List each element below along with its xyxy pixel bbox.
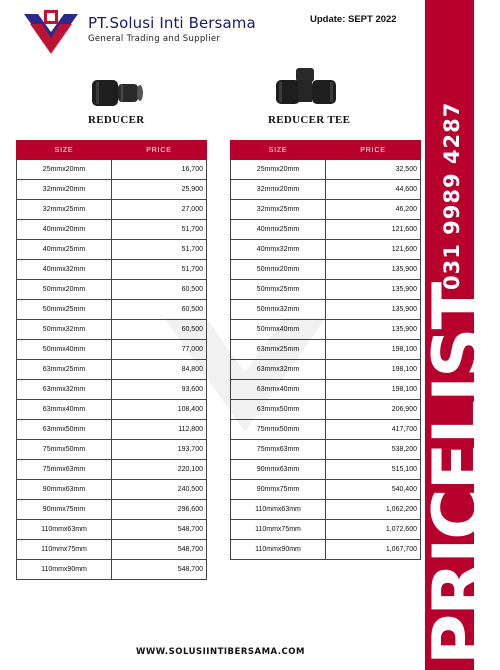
price-cell: 112,800: [112, 420, 207, 440]
table-row: [17, 360, 207, 380]
price-cell: 135,900: [326, 260, 421, 280]
size-cell: 32mmx20mm: [231, 180, 326, 200]
size-cell: 63mmx32mm: [231, 360, 326, 380]
price-cell: 84,800: [112, 360, 207, 380]
table-row: [17, 460, 207, 480]
table-row: [231, 220, 421, 240]
table-row: [231, 260, 421, 280]
column-header-price: PRICE: [326, 141, 421, 160]
table-row: [17, 400, 207, 420]
size-cell: 110mmx75mm: [17, 540, 112, 560]
price-cell: 548,700: [112, 560, 207, 580]
table-row: [17, 540, 207, 560]
price-cell: 538,200: [326, 440, 421, 460]
price-cell: 51,700: [112, 260, 207, 280]
price-cell: 548,700: [112, 520, 207, 540]
size-cell: 50mmx20mm: [231, 260, 326, 280]
side-banner: [418, 0, 500, 670]
price-cell: 27,000: [112, 200, 207, 220]
price-cell: 198,100: [326, 360, 421, 380]
table-row: [231, 460, 421, 480]
price-cell: 121,600: [326, 240, 421, 260]
size-cell: 32mmx25mm: [17, 200, 112, 220]
price-cell: 46,200: [326, 200, 421, 220]
reducer-tee-title: REDUCER TEE: [268, 114, 351, 126]
table-row: [231, 360, 421, 380]
price-cell: 1,067,700: [326, 540, 421, 560]
table-row: [231, 160, 421, 180]
table-row: [17, 560, 207, 580]
size-cell: 110mmx90mm: [17, 560, 112, 580]
size-cell: 63mmx40mm: [231, 380, 326, 400]
table-header-row: [17, 141, 207, 160]
table-row: [231, 200, 421, 220]
size-cell: 50mmx40mm: [231, 320, 326, 340]
size-cell: 110mmx75mm: [231, 520, 326, 540]
price-cell: 60,500: [112, 280, 207, 300]
company-tagline: General Trading and Supplier: [88, 34, 221, 44]
column-header-size: SIZE: [17, 141, 112, 160]
size-cell: 50mmx20mm: [17, 280, 112, 300]
price-cell: 220,100: [112, 460, 207, 480]
size-cell: 32mmx25mm: [231, 200, 326, 220]
column-header-size: SIZE: [231, 141, 326, 160]
table-row: [17, 520, 207, 540]
table-row: [231, 380, 421, 400]
size-cell: 110mmx90mm: [231, 540, 326, 560]
table-row: [231, 440, 421, 460]
company-logo: [20, 8, 82, 58]
size-cell: 75mmx63mm: [231, 440, 326, 460]
size-cell: 63mmx25mm: [17, 360, 112, 380]
pricelist-banner: PRICELIST: [418, 283, 500, 665]
table-row: [17, 280, 207, 300]
table-row: [17, 300, 207, 320]
price-cell: 1,062,200: [326, 500, 421, 520]
price-cell: 44,600: [326, 180, 421, 200]
table-row: [231, 420, 421, 440]
size-cell: 75mmx63mm: [17, 460, 112, 480]
price-cell: 121,600: [326, 220, 421, 240]
table-row: [17, 180, 207, 200]
price-cell: 198,100: [326, 340, 421, 360]
size-cell: 63mmx25mm: [231, 340, 326, 360]
table-row: [17, 160, 207, 180]
table-row: [231, 240, 421, 260]
price-cell: 135,900: [326, 300, 421, 320]
size-cell: 110mmx63mm: [231, 500, 326, 520]
table-row: [231, 320, 421, 340]
table-header-row: [231, 141, 421, 160]
size-cell: 63mmx32mm: [17, 380, 112, 400]
price-cell: 240,500: [112, 480, 207, 500]
price-cell: 25,900: [112, 180, 207, 200]
size-cell: 40mmx32mm: [231, 240, 326, 260]
price-cell: 193,700: [112, 440, 207, 460]
price-cell: 77,000: [112, 340, 207, 360]
price-cell: 1,072,600: [326, 520, 421, 540]
price-cell: 135,900: [326, 320, 421, 340]
table-row: [17, 320, 207, 340]
price-cell: 32,500: [326, 160, 421, 180]
table-row: [17, 260, 207, 280]
size-cell: 25mmx20mm: [17, 160, 112, 180]
reducer-tee-price-table: [230, 140, 421, 560]
reducer-price-table: [16, 140, 207, 580]
table-row: [231, 480, 421, 500]
price-cell: 60,500: [112, 320, 207, 340]
size-cell: 40mmx25mm: [231, 220, 326, 240]
price-cell: 60,500: [112, 300, 207, 320]
size-cell: 50mmx25mm: [231, 280, 326, 300]
price-cell: 198,100: [326, 380, 421, 400]
table-row: [231, 500, 421, 520]
table-row: [17, 380, 207, 400]
size-cell: 32mmx20mm: [17, 180, 112, 200]
price-cell: 93,600: [112, 380, 207, 400]
size-cell: 63mmx40mm: [17, 400, 112, 420]
reducer-title: REDUCER: [88, 114, 145, 126]
table-row: [17, 200, 207, 220]
size-cell: 63mmx50mm: [231, 400, 326, 420]
size-cell: 40mmx20mm: [17, 220, 112, 240]
size-cell: 90mmx75mm: [17, 500, 112, 520]
size-cell: 50mmx32mm: [231, 300, 326, 320]
table-row: [231, 400, 421, 420]
price-cell: 296,600: [112, 500, 207, 520]
table-row: [231, 280, 421, 300]
company-block: [88, 14, 256, 44]
size-cell: 110mmx63mm: [17, 520, 112, 540]
table-row: [231, 340, 421, 360]
size-cell: 90mmx75mm: [231, 480, 326, 500]
size-cell: 63mmx50mm: [17, 420, 112, 440]
price-cell: 51,700: [112, 220, 207, 240]
price-cell: 548,700: [112, 540, 207, 560]
size-cell: 40mmx32mm: [17, 260, 112, 280]
table-row: [17, 440, 207, 460]
size-cell: 40mmx25mm: [17, 240, 112, 260]
table-row: [17, 500, 207, 520]
price-cell: 108,400: [112, 400, 207, 420]
size-cell: 90mmx63mm: [17, 480, 112, 500]
size-cell: 75mmx50mm: [231, 420, 326, 440]
reducer-product-image: [88, 72, 148, 112]
table-row: [17, 340, 207, 360]
price-cell: 51,700: [112, 240, 207, 260]
size-cell: 50mmx25mm: [17, 300, 112, 320]
size-cell: 25mmx20mm: [231, 160, 326, 180]
table-row: [17, 420, 207, 440]
table-row: [17, 480, 207, 500]
table-row: [17, 240, 207, 260]
column-header-price: PRICE: [112, 141, 207, 160]
website-footer: WWW.SOLUSIINTIBERSAMA.COM: [136, 647, 305, 657]
reducer-tee-product-image: [272, 66, 342, 112]
price-cell: 540,400: [326, 480, 421, 500]
price-cell: 515,100: [326, 460, 421, 480]
table-row: [231, 300, 421, 320]
price-cell: 135,900: [326, 280, 421, 300]
table-row: [231, 180, 421, 200]
price-cell: 206,900: [326, 400, 421, 420]
size-cell: 50mmx32mm: [17, 320, 112, 340]
size-cell: 90mmx63mm: [231, 460, 326, 480]
table-row: [231, 540, 421, 560]
company-name: PT.Solusi Inti Bersama: [88, 14, 256, 32]
update-date: Update: SEPT 2022: [310, 14, 397, 25]
price-cell: 16,700: [112, 160, 207, 180]
phone-number: 031 9989 4287: [440, 101, 464, 290]
price-cell: 417,700: [326, 420, 421, 440]
table-row: [17, 220, 207, 240]
size-cell: 75mmx50mm: [17, 440, 112, 460]
size-cell: 50mmx40mm: [17, 340, 112, 360]
table-row: [231, 520, 421, 540]
